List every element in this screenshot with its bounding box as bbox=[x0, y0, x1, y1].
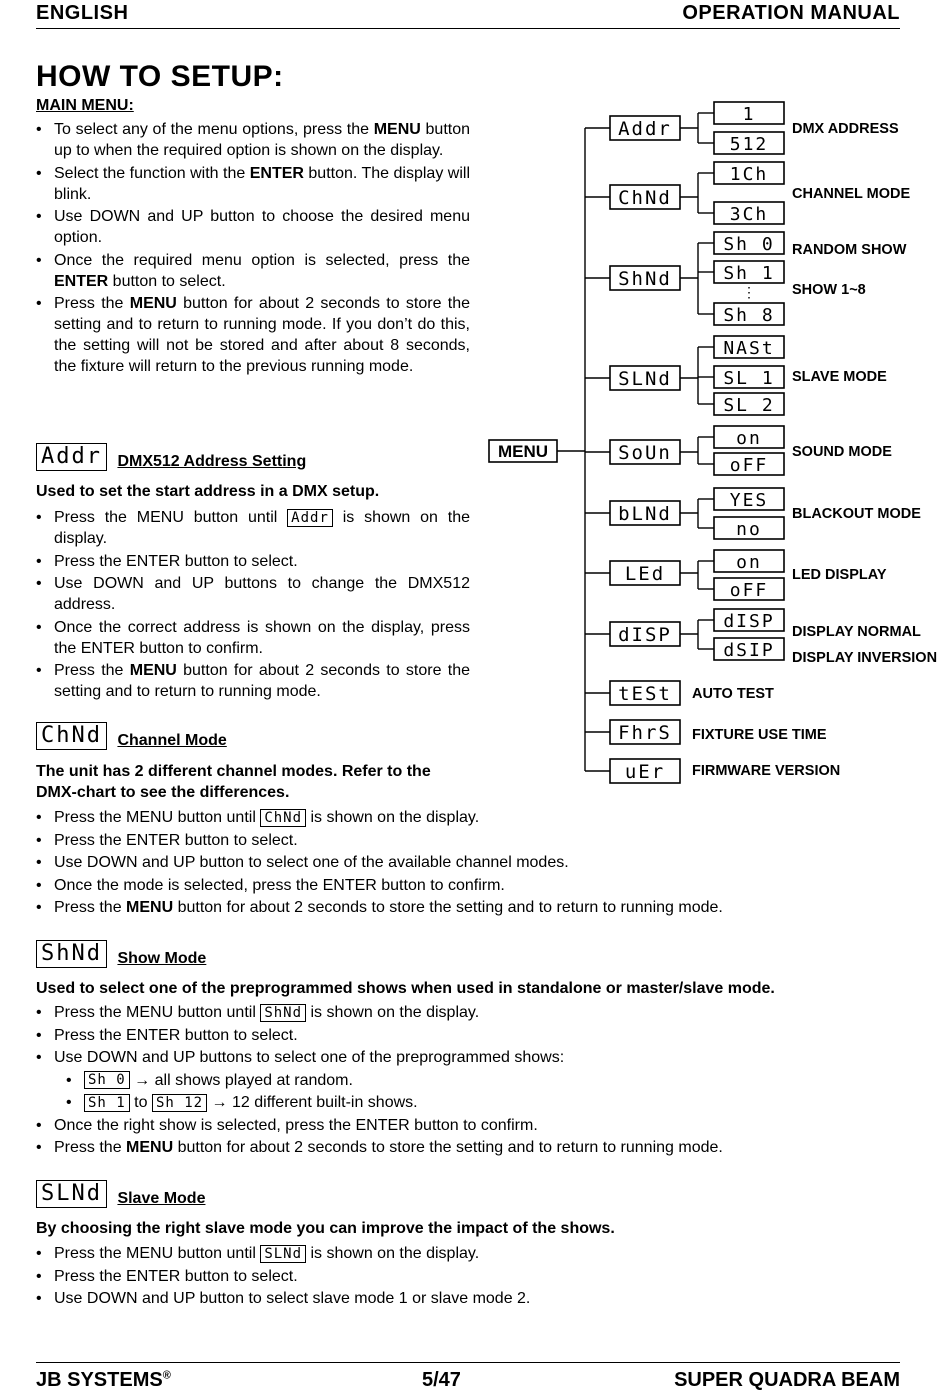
option-text: no bbox=[736, 519, 762, 540]
channel-list-item: • Use DOWN and UP button to select one of the available channel modes. bbox=[36, 852, 856, 873]
dmx-intro: Used to set the start address in a DMX setup. bbox=[36, 483, 380, 500]
show-section-title bbox=[36, 940, 206, 968]
menu-code-text: FhrS bbox=[618, 722, 672, 744]
show-list bbox=[36, 1002, 856, 1160]
addr-display-icon: Addr bbox=[36, 443, 107, 471]
option-text: 512 bbox=[729, 134, 769, 155]
dmx-title-label: DMX512 Address Setting bbox=[117, 453, 307, 470]
option-text: oFF bbox=[729, 455, 769, 476]
main-menu-heading: MAIN MENU: bbox=[36, 97, 134, 114]
page-title: HOW TO SETUP: bbox=[36, 60, 284, 93]
menu-code-text: ChNd bbox=[618, 187, 672, 209]
channel-list-item: • Press the MENU button until ChNd is shown on the display. bbox=[36, 807, 856, 828]
option-text: on bbox=[736, 552, 762, 573]
option-text: SL 1 bbox=[723, 368, 775, 389]
dmx-list-item: • Press the MENU button until Addr is shown on the display. bbox=[36, 507, 470, 549]
menu-option-label: CHANNEL MODE bbox=[792, 186, 911, 202]
option-text: dISP bbox=[723, 611, 775, 632]
header-manual-title: OPERATION MANUAL bbox=[682, 2, 900, 24]
menu-code-text: SLNd bbox=[618, 368, 672, 390]
channel-section-title bbox=[36, 722, 227, 750]
show-list-item: • Use DOWN and UP buttons to select one of the preprogrammed shows: bbox=[36, 1047, 856, 1068]
channel-list-item: • Once the mode is selected, press the ENTER button to confirm. bbox=[36, 875, 856, 896]
footer-product-name: SUPER QUADRA BEAM bbox=[674, 1369, 900, 1391]
main-menu-list bbox=[36, 119, 470, 379]
menu-code-text: dISP bbox=[618, 624, 672, 646]
show-title-label: Show Mode bbox=[117, 950, 207, 967]
display-code-icon: Addr bbox=[287, 509, 333, 527]
main-menu-item: • Use DOWN and UP button to choose the desired menu option. bbox=[36, 206, 470, 248]
channel-intro: The unit has 2 different channel modes. Refer to the DMX-chart to see the differences. bbox=[36, 763, 431, 801]
shnd-display-icon: ShNd bbox=[36, 940, 107, 968]
show-list-item: • Press the ENTER button to select. bbox=[36, 1025, 856, 1046]
slave-intro: By choosing the right slave mode you can improve the impact of the shows. bbox=[36, 1220, 615, 1237]
menu-option-label: SLAVE MODE bbox=[792, 369, 887, 385]
menu-code-text: bLNd bbox=[618, 503, 672, 525]
main-menu-item: • Select the function with the ENTER button. The display will blink. bbox=[36, 163, 470, 205]
main-menu-item: • Press the MENU button for about 2 seconds to store the setting and to return to running mode. If you don’t do this, the setting will not be stored and after about 8 seconds, the fixture will return to the previous running mode. bbox=[36, 293, 470, 377]
option-text: Sh 0 bbox=[723, 234, 775, 255]
option-text: Sh 8 bbox=[723, 305, 775, 326]
option-text: 1Ch bbox=[729, 164, 769, 185]
option-text: YES bbox=[729, 490, 769, 511]
option-text: 3Ch bbox=[729, 204, 769, 225]
chnd-display-icon: ChNd bbox=[36, 722, 107, 750]
show-intro: Used to select one of the preprogrammed shows when used in standalone or master/slave mode. bbox=[36, 980, 775, 997]
dmx-list bbox=[36, 507, 470, 704]
menu-option-label: DISPLAY INVERSION bbox=[792, 650, 938, 666]
option-text: oFF bbox=[729, 580, 769, 601]
menu-code-text: LEd bbox=[624, 563, 666, 585]
page-footer bbox=[36, 1362, 900, 1393]
slave-list-item: • Press the MENU button until SLNd is shown on the display. bbox=[36, 1243, 856, 1264]
option-text: NASt bbox=[723, 338, 775, 359]
menu-option-label: RANDOM SHOW bbox=[792, 242, 907, 258]
menu-option-label: FIRMWARE VERSION bbox=[692, 763, 841, 779]
channel-list bbox=[36, 807, 856, 920]
show-sub-item: • Sh 0 → all shows played at random. bbox=[66, 1070, 856, 1091]
option-text: on bbox=[736, 428, 762, 449]
display-code-icon: SLNd bbox=[260, 1245, 306, 1263]
dmx-list-item: • Press the ENTER button to select. bbox=[36, 551, 470, 572]
vertical-ellipsis: ⋮ bbox=[742, 284, 756, 300]
menu-diagram bbox=[480, 95, 940, 795]
footer-page-number: 5/47 bbox=[422, 1369, 461, 1391]
menu-option-label: AUTO TEST bbox=[692, 686, 774, 702]
menu-option-label: FIXTURE USE TIME bbox=[692, 727, 827, 743]
dmx-list-item: • Use DOWN and UP buttons to change the DMX512 address. bbox=[36, 573, 470, 615]
header-language: ENGLISH bbox=[36, 2, 129, 24]
display-code-icon: ShNd bbox=[260, 1004, 306, 1022]
dmx-section-title bbox=[36, 443, 306, 471]
menu-code-text: uEr bbox=[624, 761, 666, 783]
slave-title-label: Slave Mode bbox=[117, 1190, 206, 1207]
main-menu-item: • Once the required menu option is selected, press the ENTER button to select. bbox=[36, 250, 470, 292]
display-code-icon: Sh 12 bbox=[152, 1094, 207, 1112]
menu-code-text: tESt bbox=[618, 683, 672, 705]
show-list-item: • Press the MENU button until ShNd is shown on the display. bbox=[36, 1002, 856, 1023]
footer-brand: JB SYSTEMS® bbox=[36, 1369, 171, 1391]
display-code-icon: ChNd bbox=[260, 809, 306, 827]
slave-list bbox=[36, 1243, 856, 1311]
main-menu-item: • To select any of the menu options, press the MENU button up to when the required option is shown on the display. bbox=[36, 119, 470, 161]
slave-section-title bbox=[36, 1180, 205, 1208]
menu-code-text: SoUn bbox=[618, 442, 672, 464]
show-sub-item: • Sh 1 to Sh 12 → 12 different built-in shows. bbox=[66, 1092, 856, 1113]
channel-list-item: • Press the MENU button for about 2 seconds to store the setting and to return to running mode. bbox=[36, 897, 856, 918]
option-text: 1 bbox=[742, 104, 756, 125]
slnd-display-icon: SLNd bbox=[36, 1180, 107, 1208]
dmx-list-item: • Once the correct address is shown on the display, press the ENTER button to confirm. bbox=[36, 617, 470, 659]
option-text: SL 2 bbox=[723, 395, 775, 416]
menu-option-label: LED DISPLAY bbox=[792, 567, 887, 583]
menu-option-label: DISPLAY NORMAL bbox=[792, 624, 921, 640]
channel-list-item: • Press the ENTER button to select. bbox=[36, 830, 856, 851]
option-text: dSIP bbox=[723, 640, 775, 661]
menu-root-label: MENU bbox=[497, 442, 549, 461]
menu-code-text: Addr bbox=[618, 118, 672, 140]
slave-list-item: • Use DOWN and UP button to select slave mode 1 or slave mode 2. bbox=[36, 1288, 856, 1309]
dmx-list-item: • Press the MENU button for about 2 seconds to store the setting and to return to running mode. bbox=[36, 660, 470, 702]
menu-code-text: ShNd bbox=[618, 268, 672, 290]
menu-option-label: BLACKOUT MODE bbox=[792, 506, 921, 522]
menu-option-label: SHOW 1~8 bbox=[792, 282, 866, 298]
option-text: Sh 1 bbox=[723, 263, 775, 284]
display-code-icon: Sh 1 bbox=[84, 1094, 130, 1112]
show-list-item: • Press the MENU button for about 2 seconds to store the setting and to return to running mode. bbox=[36, 1137, 856, 1158]
page-header bbox=[36, 2, 900, 29]
channel-title-label: Channel Mode bbox=[117, 732, 227, 749]
menu-option-label: SOUND MODE bbox=[792, 444, 892, 460]
menu-option-label: DMX ADDRESS bbox=[792, 121, 899, 137]
show-list-item: • Once the right show is selected, press the ENTER button to confirm. bbox=[36, 1115, 856, 1136]
slave-list-item: • Press the ENTER button to select. bbox=[36, 1266, 856, 1287]
display-code-icon: Sh 0 bbox=[84, 1071, 130, 1089]
